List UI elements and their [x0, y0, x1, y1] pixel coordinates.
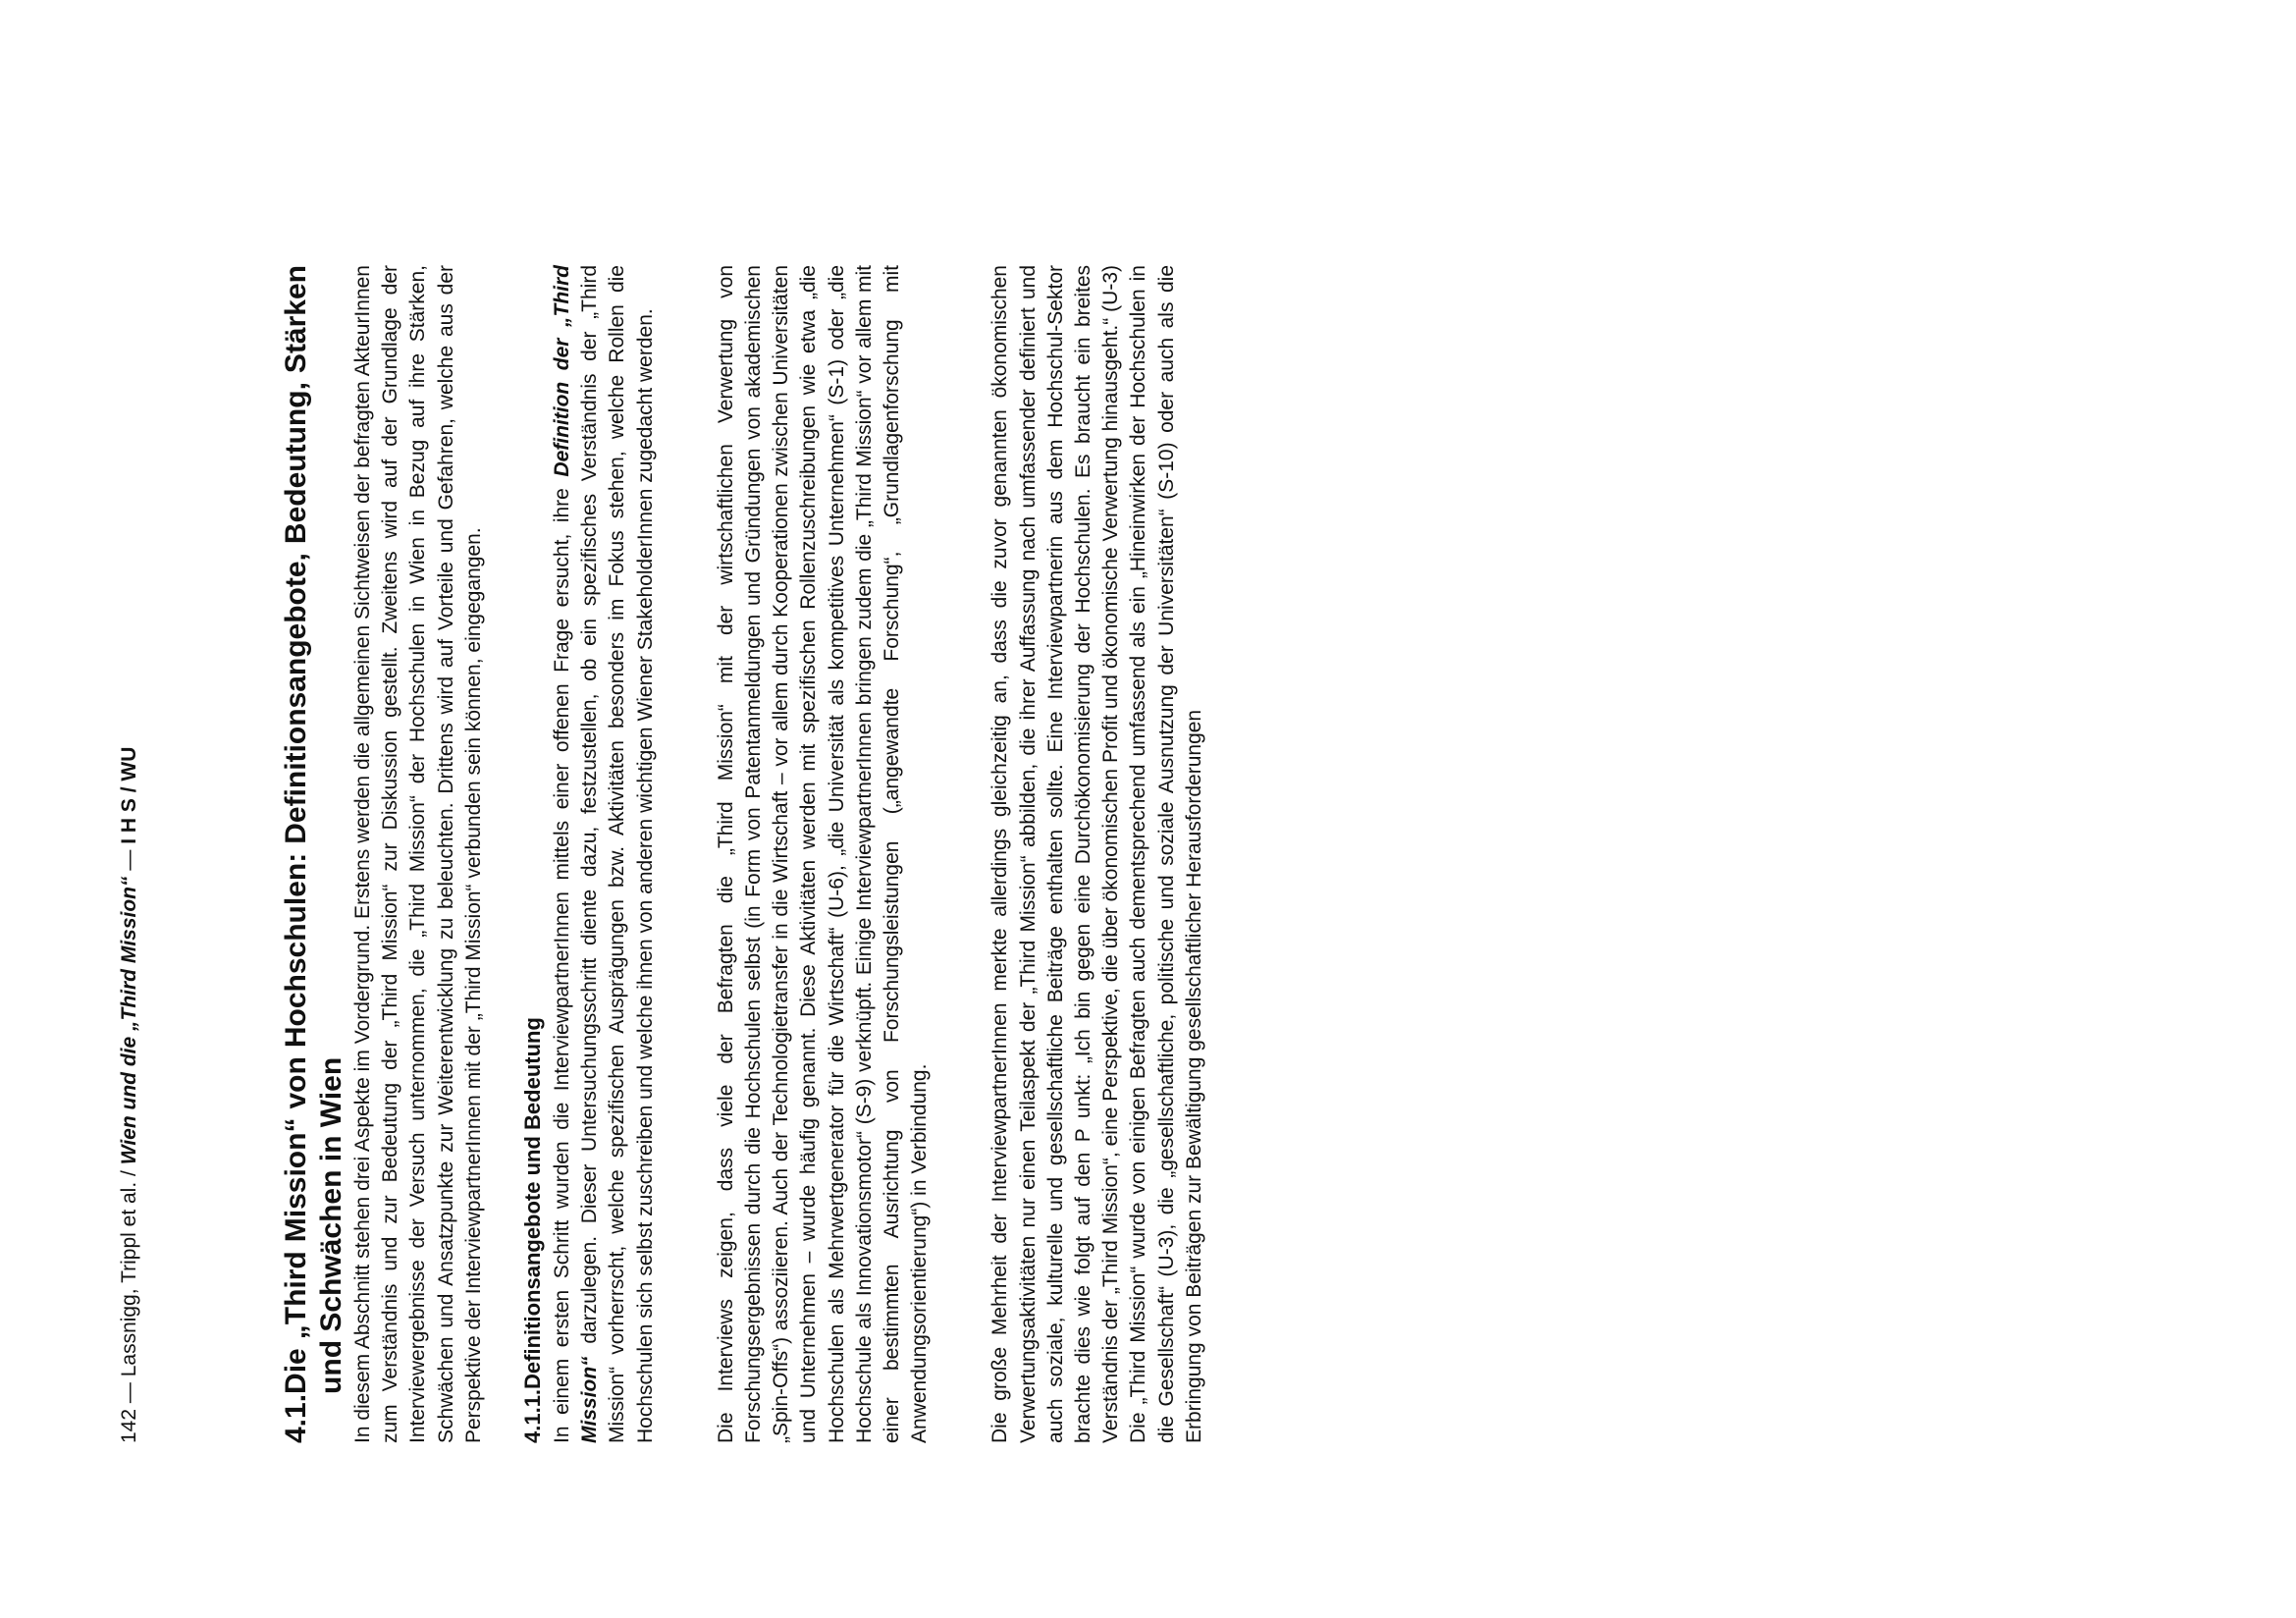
- paragraph-text: In einem ersten Schritt wurden die InterviewpartnerInnen mittels einer offenen Frage ersucht, ihre: [551, 476, 574, 1443]
- subsection-title: Definitionsangebote und Bedeutung: [520, 1017, 546, 1389]
- paragraph-text: darzulegen. Dieser Untersuchungsschritt diente dazu, festzustellen, ob ein spezifisches Verständnis der „Third Mission“ vorherrscht, welche spezifischen Ausprägungen bzw. Aktivitäten besonders im Fokus stehen, welche Rollen die Hochschulen sich selbst zuschreiben und welche ihnen von anderen wichtigen Wiener StakeholderInnen zugedacht werden.: [578, 265, 657, 1443]
- paragraph: Die Interviews zeigen, dass viele der Befragten die „Third Mission“ mit der wirtschaftlichen Verwertung von Forschungsergebnissen durch die Hochschulen selbst (in Form von Patentanmeldungen und Gründungen von akademischen „Spin-Offs“) assoziieren. Auch der Technologietransfer in die Wirtschaft – vor allem durch Kooperationen zwischen Universitäten und Unternehmen – wurde häufig genannt. Diese Aktivitäten werden mit spezifischen Rollenzuschreibungen wie etwa „die Hochschulen als Mehrwertgenerator für die Wirtschaft“ (U-6), „die Universität als kompetitives Unternehmen“ (S-1) oder „die Hochschule als Innovationsmotor“ (S-9) verknüpft. Einige InterviewpartnerInnen bringen zudem die „Third Mission“ vor allem mit einer bestimmten Ausrichtung von Forschungsleistungen („angewandte Forschung“, „Grundlagenforschung mit Anwendungsorientierung“) in Verbindung.: [714, 265, 932, 1443]
- page-number: 142: [118, 1408, 140, 1443]
- subsection-number: 4.1.1.: [520, 1388, 546, 1443]
- paragraph: Die große Mehrheit der InterviewpartnerInnen merkte allerdings gleichzeitig an, dass die zuvor genannten ökonomischen Verwertungsaktivitäten nur einen Teilaspekt der „Third Mission“ abbilden, die ihrer Auffassung nach umfassender definiert und auch soziale, kulturelle und gesellschaftliche Beiträge enthalten sollte. Eine Interviewpartnerin aus dem Hochschul-Sektor brachte dies wie folgt auf den P unkt: „Ich bin gegen eine Durchökonomisierung der Hochschulen. Es braucht ein breites Verständnis der „Third Mission“, eine Perspektive, die über ökonomischen Profit und ökonomische Verwertung hinausgeht.“ (U-3) Die „Third Mission“ wurde von einigen Befragten auch dementsprechend umfassend als ein „Hineinwirken der Hochschulen in die Gesellschaft“ (U-3), die „gesellschaftliche, politische und soziale Ausnutzung der Universitäten“ (S-10) oder auch als die Erbringung von Beiträgen zur Bewältigung gesellschaftlicher Herausforderungen: [988, 265, 1205, 1443]
- subsection-heading: [518, 265, 548, 1443]
- section-title: Die „Third Mission“ von Hochschulen: Definitionsangebote, Bedeutung, Stärken und Schwächen in Wien: [280, 265, 347, 1394]
- running-head: [118, 265, 141, 1443]
- separator: —: [118, 849, 140, 871]
- publication-title: Wien und die „Third Mission“: [118, 876, 140, 1165]
- rotated-page: [118, 216, 2101, 1443]
- spacer: [488, 265, 518, 1443]
- authors: Lassnigg, Trippl et al. /: [118, 1170, 140, 1377]
- section-heading: [279, 265, 349, 1443]
- emphasized-term: Definition der „Third Mission“: [551, 265, 602, 1443]
- spacer: [934, 265, 987, 1443]
- separator: —: [118, 1382, 140, 1404]
- paragraph: [549, 265, 660, 1443]
- page-body: [279, 265, 1208, 1443]
- spacer: [660, 265, 713, 1443]
- publisher: I H S / WU: [118, 746, 140, 844]
- section-number: 4.1.: [280, 1393, 312, 1443]
- intro-paragraph: In diesem Abschnitt stehen drei Aspekte im Vordergrund. Erstens werden die allgemeinen Sichtweisen der befragten AkteurInnen zum Verständnis und zur Bedeutung der „Third Mission“ zur Diskussion gestellt. Zweitens wird auf der Grundlage der Interviewergebnisse der Versuch unternommen, die „Third Mission“ der Hochschulen in Wien in Bezug auf ihre Stärken, Schwächen und Ansatzpunkte zur Weiterentwicklung zu beleuchten. Drittens wird auf Vorteile und Gefahren, welche aus der Perspektive der InterviewpartnerInnen mit der „Third Mission“ verbunden sein können, eingegangen.: [351, 265, 485, 1443]
